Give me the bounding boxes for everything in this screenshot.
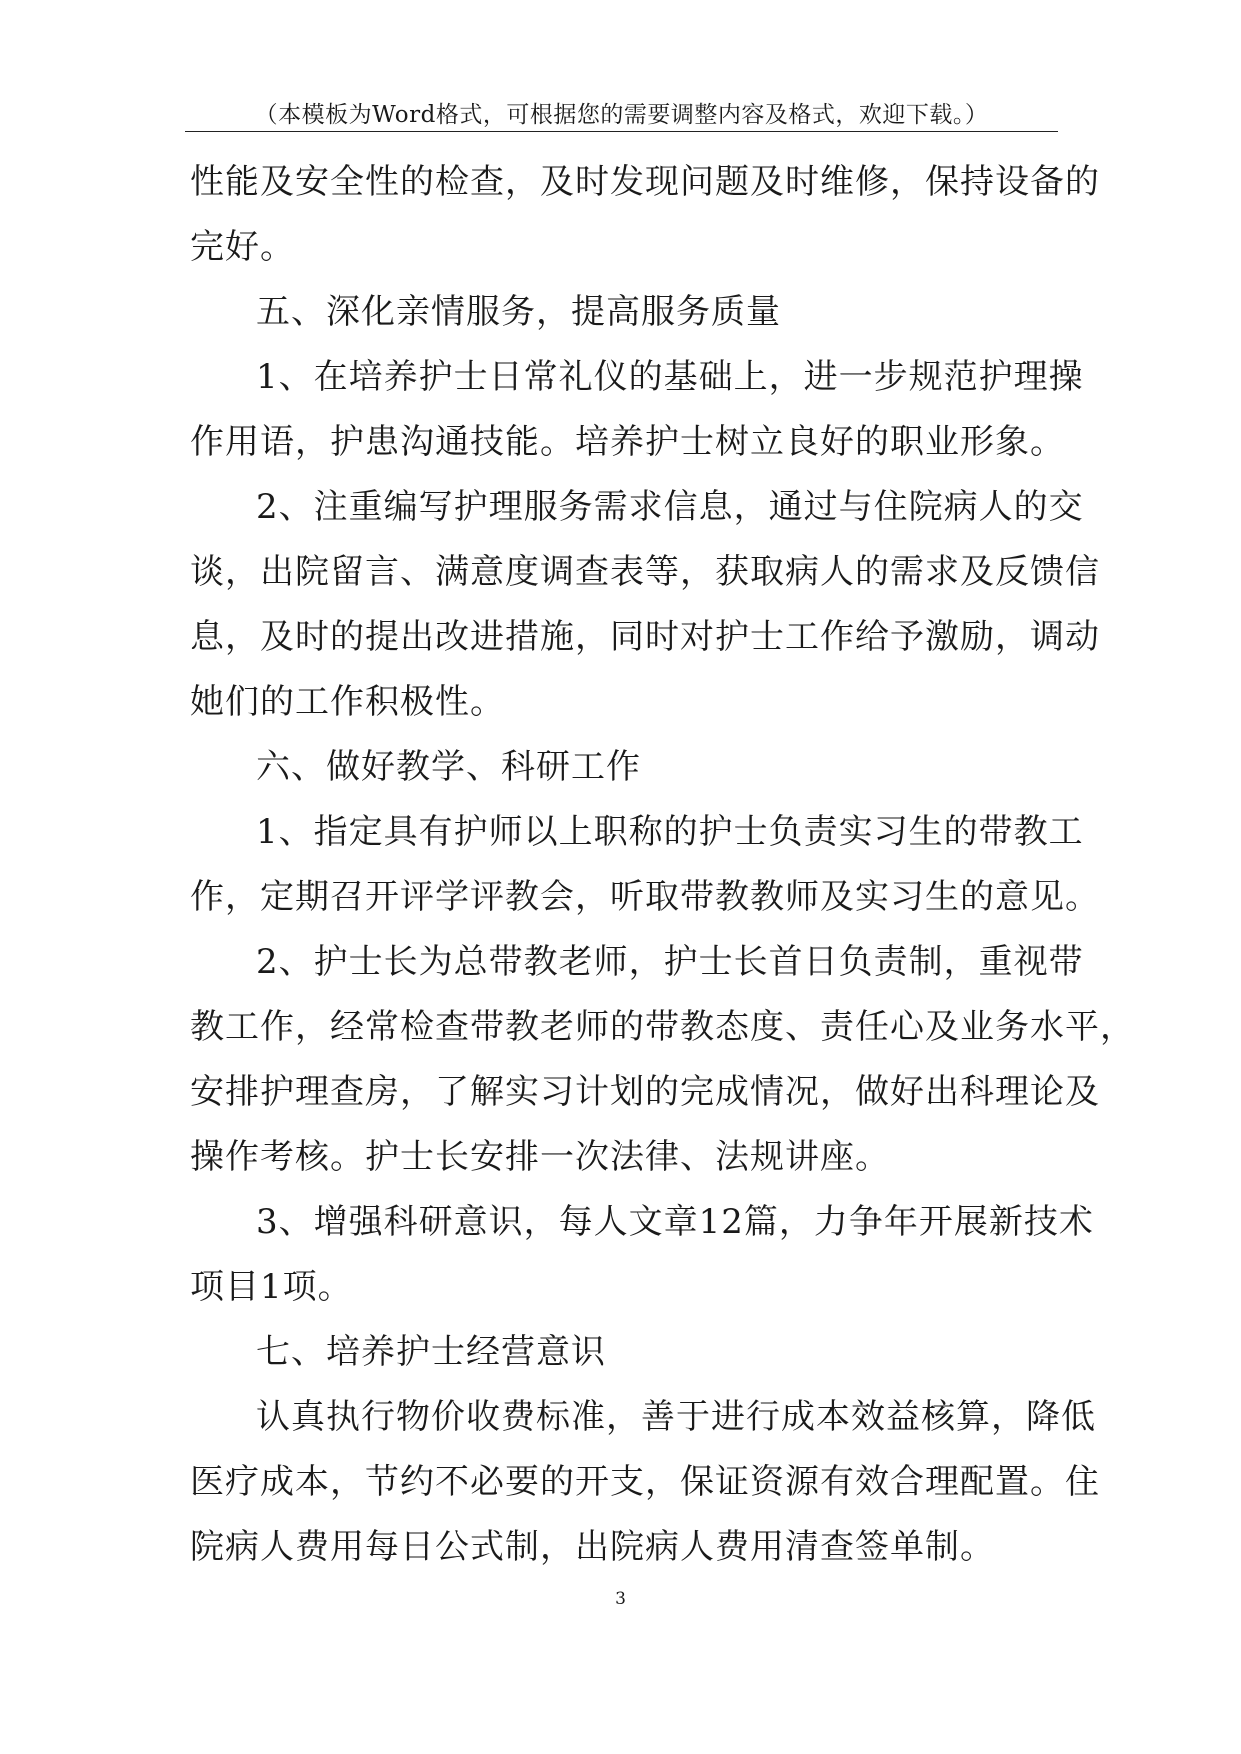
text-line: 1、在培养护士日常礼仪的基础上，进一步规范护理操: [256, 357, 1084, 397]
text-line: 性能及安全性的检查，及时发现问题及时维修，保持设备的: [190, 162, 1100, 202]
header-rule: [185, 131, 1058, 132]
document-body: [190, 150, 1135, 1580]
document-header: （本模板为Word格式，可根据您的需要调整内容及格式，欢迎下载。）: [254, 102, 989, 128]
section-heading: 五、深化亲情服务，提高服务质量: [256, 292, 781, 332]
text-line: 作用语，护患沟通技能。培养护士树立良好的职业形象。: [190, 422, 1065, 462]
text-line: 息，及时的提出改进措施，同时对护士工作给予激励，调动: [190, 617, 1100, 657]
text-line: 作，定期召开评学评教会，听取带教教师及实习生的意见。: [190, 877, 1100, 917]
page-number: 3: [615, 1589, 626, 1609]
text-line: 项目1项。: [190, 1267, 353, 1307]
text-line: 她们的工作积极性。: [190, 682, 505, 722]
text-line: 1、指定具有护师以上职称的护士负责实习生的带教工: [256, 812, 1084, 852]
text-line: 认真执行物价收费标准，善于进行成本效益核算，降低: [256, 1397, 1096, 1437]
text-line: 医疗成本，节约不必要的开支，保证资源有效合理配置。住: [190, 1462, 1100, 1502]
section-heading: 七、培养护士经营意识: [256, 1332, 606, 1372]
text-line: 操作考核。护士长安排一次法律、法规讲座。: [190, 1137, 890, 1177]
section-heading: 六、做好教学、科研工作: [256, 747, 641, 787]
text-line: 2、注重编写护理服务需求信息，通过与住院病人的交: [256, 487, 1084, 527]
text-line: 2、护士长为总带教老师，护士长首日负责制，重视带: [256, 942, 1084, 982]
text-line: 教工作，经常检查带教老师的带教态度、责任心及业务水平，: [190, 1007, 1135, 1047]
text-line: 完好。: [190, 227, 295, 267]
text-line: 3、增强科研意识，每人文章12篇，力争年开展新技术: [256, 1202, 1094, 1242]
text-line: 谈，出院留言、满意度调查表等，获取病人的需求及反馈信: [190, 552, 1100, 592]
text-line: 院病人费用每日公式制，出院病人费用清查签单制。: [190, 1527, 995, 1567]
text-line: 安排护理查房，了解实习计划的完成情况，做好出科理论及: [190, 1072, 1100, 1112]
